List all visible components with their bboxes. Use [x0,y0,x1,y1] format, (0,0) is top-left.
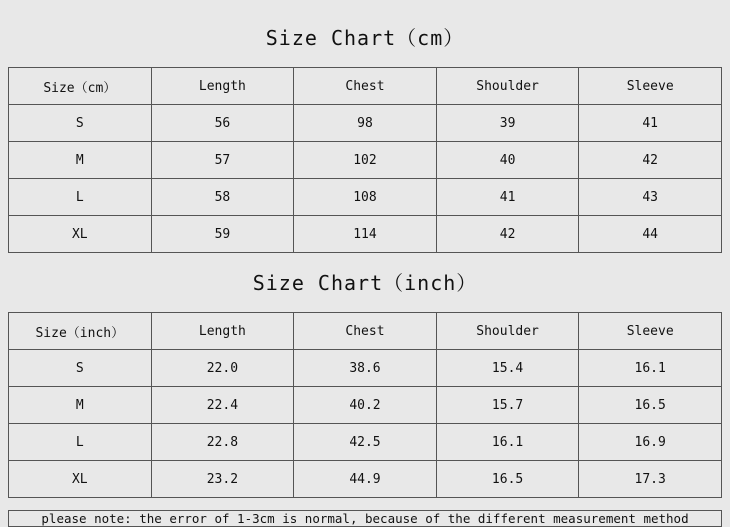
cell-sleeve: 44 [579,216,722,253]
cell-size: M [9,387,152,424]
cell-length: 56 [151,105,294,142]
column-header-size: Size（inch） [9,313,152,350]
cell-length: 57 [151,142,294,179]
column-header-shoulder: Shoulder [436,313,579,350]
column-header-shoulder: Shoulder [436,68,579,105]
cell-shoulder: 15.7 [436,387,579,424]
size-table-inch [8,312,722,498]
cell-sleeve: 16.9 [579,424,722,461]
cell-size: L [9,179,152,216]
cell-size: L [9,424,152,461]
cell-shoulder: 41 [436,179,579,216]
cell-sleeve: 42 [579,142,722,179]
column-header-length: Length [151,313,294,350]
cell-sleeve: 17.3 [579,461,722,498]
column-header-sleeve: Sleeve [579,68,722,105]
column-header-length: Length [151,68,294,105]
cell-chest: 44.9 [294,461,437,498]
size-chart-cm [8,8,722,253]
table-header-row [9,313,722,350]
table-row [9,179,722,216]
table-row [9,105,722,142]
cell-sleeve: 41 [579,105,722,142]
cell-size: S [9,350,152,387]
cell-chest: 114 [294,216,437,253]
cell-sleeve: 43 [579,179,722,216]
cell-length: 58 [151,179,294,216]
cell-chest: 38.6 [294,350,437,387]
column-header-size: Size（cm） [9,68,152,105]
cell-length: 23.2 [151,461,294,498]
cell-length: 22.8 [151,424,294,461]
page-title-cm: Size Chart（cm） [265,26,465,50]
cell-chest: 102 [294,142,437,179]
cell-size: XL [9,216,152,253]
cell-sleeve: 16.5 [579,387,722,424]
page-title-inch: Size Chart（inch） [252,271,478,295]
size-chart-inch [8,253,722,498]
table-row [9,142,722,179]
table-row [9,387,722,424]
cell-chest: 98 [294,105,437,142]
cell-size: XL [9,461,152,498]
cell-shoulder: 39 [436,105,579,142]
cell-sleeve: 16.1 [579,350,722,387]
measurement-note: please note: the error of 1-3cm is normal, because of the different measurement method [8,510,722,527]
cell-chest: 40.2 [294,387,437,424]
cell-chest: 42.5 [294,424,437,461]
table-header-row [9,68,722,105]
cell-length: 22.4 [151,387,294,424]
column-header-chest: Chest [294,68,437,105]
cell-shoulder: 16.1 [436,424,579,461]
column-header-sleeve: Sleeve [579,313,722,350]
table-row [9,424,722,461]
cell-length: 59 [151,216,294,253]
table-row [9,350,722,387]
table-row [9,461,722,498]
cell-size: S [9,105,152,142]
column-header-chest: Chest [294,313,437,350]
cell-length: 22.0 [151,350,294,387]
table-row [9,216,722,253]
cell-shoulder: 16.5 [436,461,579,498]
cell-chest: 108 [294,179,437,216]
cell-shoulder: 15.4 [436,350,579,387]
cell-shoulder: 40 [436,142,579,179]
cell-shoulder: 42 [436,216,579,253]
cell-size: M [9,142,152,179]
size-table-cm [8,67,722,253]
